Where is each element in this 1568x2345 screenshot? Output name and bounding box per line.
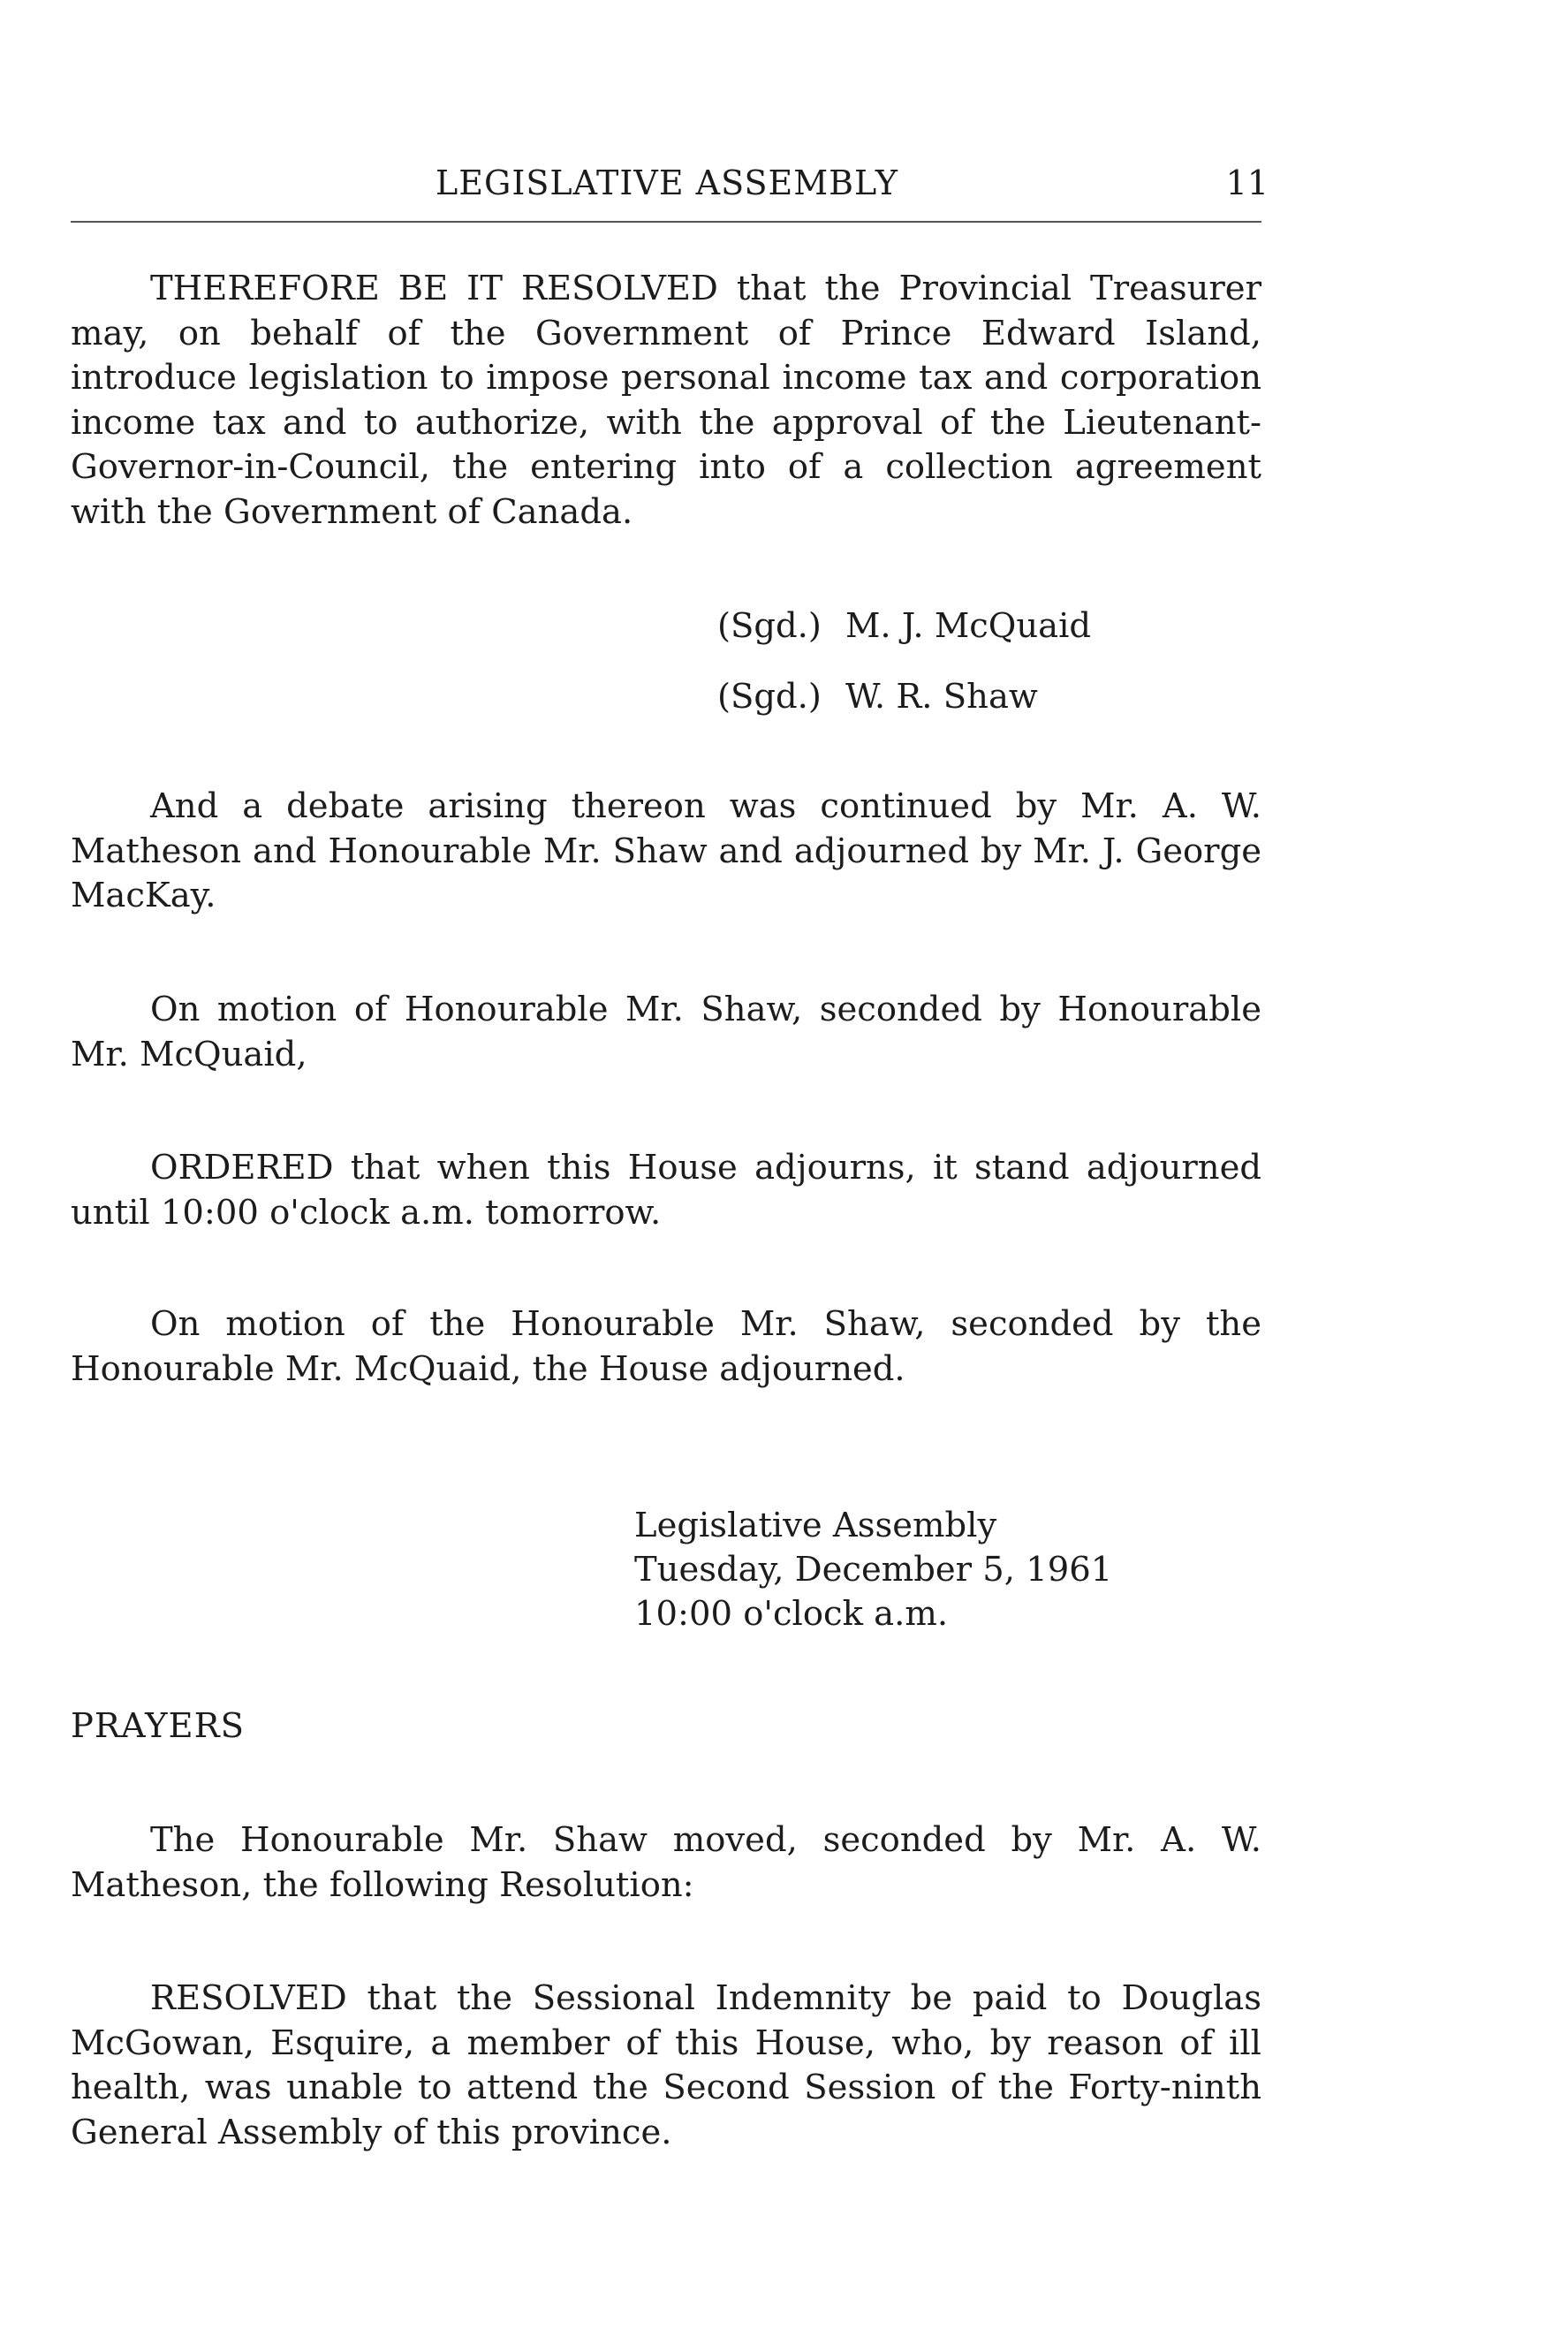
dateline [634, 1504, 1112, 1636]
ordered-paragraph: ORDERED that when this House adjourns, it stand adjourned until 10:00 o'clock a.m. tomorrow. [71, 1148, 1261, 1233]
running-title: LEGISLATIVE ASSEMBLY [436, 163, 898, 202]
signature-name: W. R. Shaw [845, 677, 1038, 717]
motion-house-adjourned-paragraph: On motion of the Honourable Mr. Shaw, seconded by the Honourable Mr. McQuaid, the House adjourned. [71, 1304, 1261, 1389]
signature-name: M. J. McQuaid [845, 606, 1092, 646]
dateline-date: Tuesday, December 5, 1961 [634, 1550, 1113, 1590]
dateline-time: 10:00 o'clock a.m. [634, 1594, 949, 1634]
page-number: 11 [1225, 163, 1269, 202]
header-rule [71, 221, 1261, 223]
motion-adjourn-order-paragraph: On motion of Honourable Mr. Shaw, seconded by Honourable Mr. McQuaid, [71, 990, 1261, 1074]
signature-line-mcquaid [717, 604, 1091, 649]
signature-label: (Sgd.) [717, 606, 822, 646]
signature-line-shaw [717, 675, 1038, 719]
debate-paragraph: And a debate arising thereon was continued by Mr. A. W. Matheson and Honourable Mr. Shaw and adjourned by Mr. J. George MacKay. [71, 786, 1261, 915]
signature-label: (Sgd.) [717, 677, 822, 717]
prayers-heading: PRAYERS [71, 1706, 246, 1746]
resolution-income-tax-paragraph: THEREFORE BE IT RESOLVED that the Provincial Treasurer may, on behalf of the Government of Prince Edward Island, introduce legislation to impose personal income tax and corporation income tax and to authorize, with the approval of the Lieutenant-Governor-in-Council, the entering into of a collection agreement with the Government of Canada. [71, 269, 1261, 532]
running-head [71, 161, 1269, 214]
resolved-indemnity-paragraph: RESOLVED that the Sessional Indemnity be paid to Douglas McGowan, Esquire, a member of this House, who, by reason of ill health, was unable to attend the Second Session of the Forty-ninth General Assembly of this province. [71, 1978, 1261, 2152]
moved-resolution-paragraph: The Honourable Mr. Shaw moved, seconded by Mr. A. W. Matheson, the following Resolution: [71, 1820, 1261, 1905]
dateline-place: Legislative Assembly [634, 1506, 997, 1545]
